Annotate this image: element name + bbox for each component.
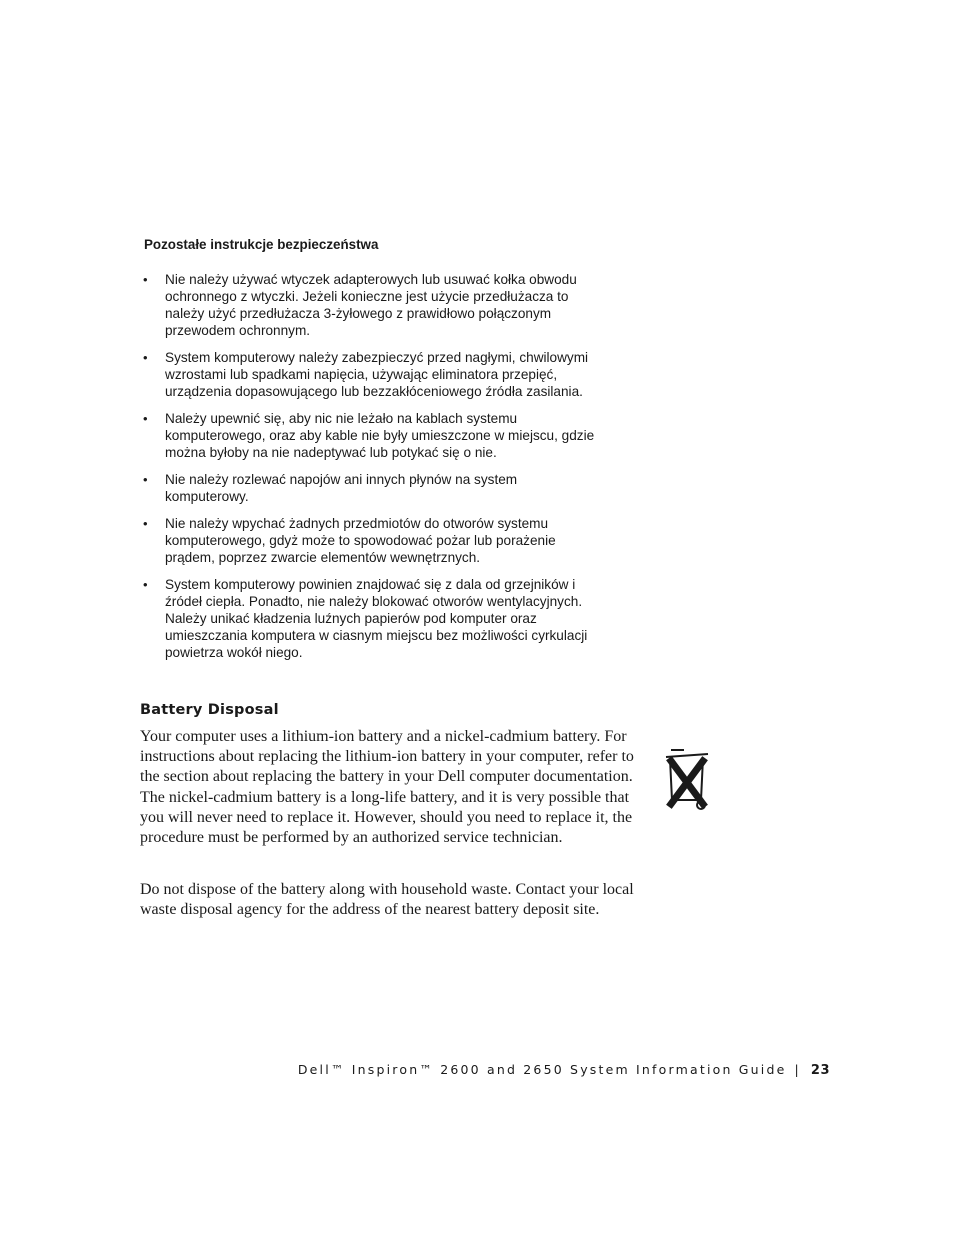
list-item-text: Nie należy rozlewać napojów ani innych płynów na system komputerowy. (165, 472, 518, 504)
page-footer (298, 1061, 830, 1080)
crossed-out-wheelie-bin-icon (660, 748, 716, 814)
list-item-text: System komputerowy powinien znajdować się z dala od grzejników i źródeł ciepła. Ponadto, nie należy blokować otworów wentylacyjnych. Należy unikać kładzenia luźnych papierów pod komputer oraz umieszczania komputera w ciasnym miejscu bez możliwości cyrkulacji powietrza wokół niego. (165, 577, 588, 660)
list-item-text: System komputerowy należy zabezpieczyć przed nagłymi, chwilowymi wzrostami lub spadkami napięcia, używając eliminatora przepięć, urządzenia dopasowującego lub bezzakłóceniowego źródła zasilania. (165, 350, 589, 399)
bullet-icon: • (143, 411, 148, 426)
list-item (140, 515, 600, 566)
polish-safety-section (140, 236, 600, 671)
bullet-icon: • (143, 516, 148, 531)
list-item-text: Nie należy używać wtyczek adapterowych lub usuwać kołka obwodu ochronnego z wtyczki. Jeżeli konieczne jest użycie przedłużacza to należy użyć przedłużacza 3-żyłowego z prawidłowo połączonym przewodem ochronnym. (165, 272, 577, 338)
bullet-icon: • (143, 272, 148, 287)
bullet-icon: • (143, 350, 148, 365)
footer-separator: | (794, 1062, 801, 1077)
page-number: 23 (810, 1063, 830, 1078)
footer-title: Dell™ Inspiron™ 2600 and 2650 System Information Guide (297, 1062, 787, 1077)
list-item-text: Należy upewnić się, aby nic nie leżało na kablach systemu komputerowego, oraz aby kable nie były umieszczone w miejscu, gdzie można byłoby na nie nadeptywać lub potykać się o nie. (165, 411, 595, 460)
list-item (140, 271, 600, 339)
bullet-icon: • (143, 577, 148, 592)
battery-paragraph: Do not dispose of the battery along with household waste. Contact your local waste disposal agency for the address of the nearest battery deposit site. (140, 881, 634, 919)
bullet-icon: • (143, 472, 148, 487)
battery-paragraph: Your computer uses a lithium-ion battery and a nickel-cadmium battery. For instructions about replacing the lithium-ion battery in your computer, refer to the section about replacing the battery in your Dell computer documentation. The nickel-cadmium battery is a long-life battery, and it is very possible that you will never need to replace it. However, should you need to replace it, the procedure must be performed by an authorized service technician. (140, 728, 634, 847)
list-item (140, 471, 600, 505)
list-item (140, 349, 600, 400)
battery-disposal-heading: Battery Disposal (140, 702, 279, 718)
list-item (140, 410, 600, 461)
polish-section-heading: Pozostałe instrukcje bezpieczeństwa (144, 237, 379, 252)
list-item (140, 576, 600, 661)
polish-instruction-list (140, 271, 600, 661)
list-item-text: Nie należy wpychać żadnych przedmiotów do otworów systemu komputerowego, gdyż może to spowodować pożar lub porażenie prądem, poprzez zwarcie elementów wewnętrznych. (165, 516, 556, 565)
